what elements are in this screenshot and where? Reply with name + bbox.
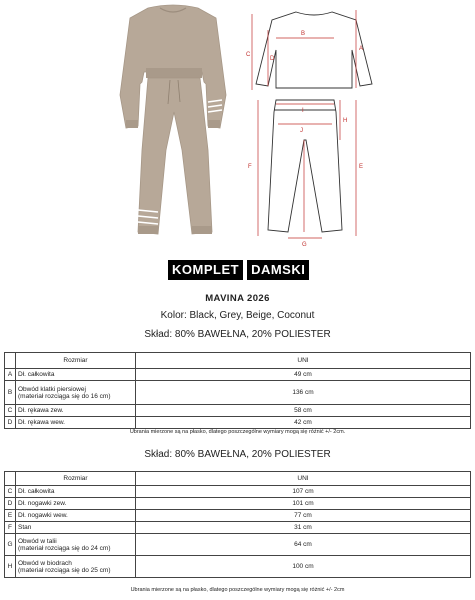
size-diagram	[238, 0, 395, 252]
row-letter: F	[5, 522, 16, 534]
diagram-label-d: D	[270, 56, 275, 62]
row-label: Dł. nogawki zew.	[16, 498, 136, 510]
row-label-sub: (materiał rozciąga się do 24 cm)	[18, 544, 111, 552]
row-value: 49 cm	[136, 369, 471, 381]
row-letter: H	[5, 556, 16, 578]
row-label	[16, 381, 136, 405]
table-row	[5, 486, 471, 498]
row-label: Dł. nogawki wew.	[16, 510, 136, 522]
diagram-label-a: A	[359, 46, 364, 52]
row-letter: D	[5, 417, 16, 429]
row-label: Dł. całkowita	[16, 369, 136, 381]
row-label-sub: (materiał rozciąga się do 16 cm)	[18, 392, 111, 400]
table-header-row	[5, 472, 471, 486]
table-row	[5, 405, 471, 417]
row-label: Dł. całkowita	[16, 486, 136, 498]
product-photo	[108, 0, 238, 250]
row-value: 31 cm	[136, 522, 471, 534]
diagram-label-g: G	[302, 242, 307, 248]
row-label: Dł. rękawa zew.	[16, 405, 136, 417]
row-letter: C	[5, 405, 16, 417]
row-letter: B	[5, 381, 16, 405]
row-value: 136 cm	[136, 381, 471, 405]
diagram-label-h: H	[343, 118, 348, 124]
row-letter: C	[5, 486, 16, 498]
title-part2: DAMSKI	[247, 260, 309, 280]
measurement-note-top: Ubrania mierzone są na płasko, dlatego poszczególne wymiary mogą się różnić +/- 2cm.	[129, 429, 346, 435]
row-value: 100 cm	[136, 556, 471, 578]
table-row	[5, 556, 471, 578]
row-value: 58 cm	[136, 405, 471, 417]
table-row	[5, 417, 471, 429]
diagram-label-c: C	[246, 52, 251, 58]
row-letter: A	[5, 369, 16, 381]
row-label-sub: (materiał rozciąga się do 25 cm)	[18, 566, 111, 574]
product-category-title	[168, 260, 309, 280]
diagram-label-e: E	[359, 164, 364, 170]
diagram-label-j: J	[300, 128, 303, 134]
row-value: 64 cm	[136, 534, 471, 556]
row-value: 42 cm	[136, 417, 471, 429]
row-letter: E	[5, 510, 16, 522]
row-letter: D	[5, 498, 16, 510]
measurement-note-bottom: Ubrania mierzone są na płasko, dlatego poszczególne wymiary mogą się różnić +/- 2cm	[130, 587, 345, 593]
diagram-label-b: B	[301, 31, 306, 37]
table-row	[5, 510, 471, 522]
table-row	[5, 369, 471, 381]
diagram-label-i: I	[302, 108, 304, 114]
table-row	[5, 498, 471, 510]
table-row	[5, 381, 471, 405]
table-header-row	[5, 353, 471, 369]
table-row	[5, 534, 471, 556]
row-label-main: Obwód w talii	[18, 537, 57, 545]
row-label-main: Obwód klatki piersiowej	[18, 385, 86, 393]
product-name: MAVINA 2026	[205, 293, 270, 304]
header-letter-cell	[5, 472, 16, 486]
row-value: 77 cm	[136, 510, 471, 522]
composition-bottom: Skład: 80% BAWEŁNA, 20% POLIESTER	[144, 449, 331, 460]
table-row	[5, 522, 471, 534]
title-part1: KOMPLET	[168, 260, 243, 280]
size-table-bottom	[4, 471, 471, 578]
row-label-main: Obwód w biodrach	[18, 559, 72, 567]
composition-top: Skład: 80% BAWEŁNA, 20% POLIESTER	[144, 329, 331, 340]
product-colors: Kolor: Black, Grey, Beige, Coconut	[160, 310, 315, 321]
header-size-uni: UNI	[136, 353, 471, 369]
row-label	[16, 556, 136, 578]
row-letter: G	[5, 534, 16, 556]
header-letter-cell	[5, 353, 16, 369]
size-table-top	[4, 352, 471, 429]
row-value: 101 cm	[136, 498, 471, 510]
row-value: 107 cm	[136, 486, 471, 498]
header-size-uni: UNI	[136, 472, 471, 486]
row-label: Stan	[16, 522, 136, 534]
row-label: Dł. rękawa wew.	[16, 417, 136, 429]
diagram-label-f: F	[248, 164, 252, 170]
header-size-label: Rozmiar	[16, 472, 136, 486]
row-label	[16, 534, 136, 556]
header-size-label: Rozmiar	[16, 353, 136, 369]
